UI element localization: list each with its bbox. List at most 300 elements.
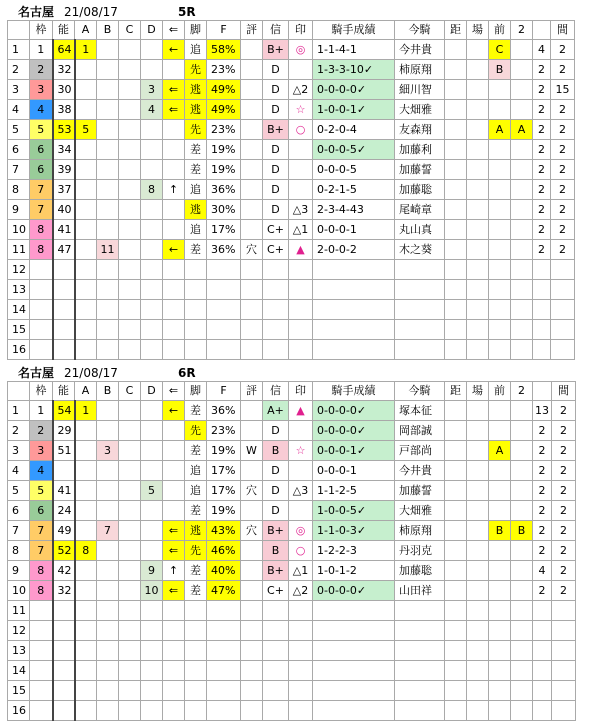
column-header (8, 382, 30, 401)
blank-cell (141, 280, 163, 300)
ability-cell: 29 (53, 421, 75, 441)
arrow-cell (163, 421, 185, 441)
blank-cell (511, 661, 533, 681)
interval-cell: 2 (552, 541, 576, 561)
blank-cell (289, 280, 313, 300)
column-header (8, 21, 30, 40)
blank-cell (511, 601, 533, 621)
blank-cell (119, 641, 141, 661)
blank-cell (163, 320, 185, 340)
rating-cell (241, 501, 263, 521)
blank-cell (97, 701, 119, 721)
previous-cell: B (489, 60, 511, 80)
mark-cell: △3 (289, 200, 313, 220)
blank-cell (467, 280, 489, 300)
interval-cell: 2 (552, 441, 576, 461)
f-percent: 40% (207, 561, 241, 581)
blank-cell (119, 701, 141, 721)
column-header (533, 21, 551, 40)
blank-cell (467, 320, 489, 340)
blank-cell (552, 641, 576, 661)
table-row[interactable] (8, 541, 576, 561)
col-c (119, 501, 141, 521)
table-row[interactable] (8, 581, 576, 601)
mark-cell: ▲ (289, 401, 313, 421)
table-row[interactable] (8, 180, 575, 200)
blank-cell (263, 681, 289, 701)
col-c (119, 220, 141, 240)
horse-number: 2 (8, 60, 30, 80)
waku-cell: 8 (30, 220, 53, 240)
empty-row (8, 280, 575, 300)
blank-cell (289, 340, 313, 360)
column-header: 場 (467, 382, 489, 401)
rating-cell (241, 80, 263, 100)
column-header: 今騎 (395, 382, 445, 401)
f-percent: 58% (207, 40, 241, 60)
ability-cell (53, 601, 75, 621)
col-d: 10 (141, 581, 163, 601)
col-d (141, 140, 163, 160)
column-header: F (207, 382, 241, 401)
column-header: C (119, 382, 141, 401)
col-a (75, 100, 97, 120)
col-b (97, 501, 119, 521)
blank-cell (445, 661, 467, 681)
table-row[interactable] (8, 100, 575, 120)
rating-cell: W (241, 441, 263, 461)
venue-cell (467, 200, 489, 220)
blank-cell (289, 621, 313, 641)
col-d: 9 (141, 561, 163, 581)
horse-number: 10 (8, 220, 30, 240)
mark-cell (289, 421, 313, 441)
confidence-cell: C+ (263, 220, 289, 240)
table-row[interactable] (8, 60, 575, 80)
venue-cell (467, 80, 489, 100)
arrow-cell (163, 140, 185, 160)
distance-cell (445, 481, 467, 501)
running-style: 追 (185, 481, 207, 501)
arrow-cell (163, 200, 185, 220)
ability-cell: 54 (53, 401, 75, 421)
blank-cell (207, 661, 241, 681)
rating-cell (241, 461, 263, 481)
blank-cell (533, 300, 551, 320)
blank-cell (141, 661, 163, 681)
column-header: 印 (289, 21, 313, 40)
blank-cell (313, 260, 395, 280)
extra-cell: 2 (533, 220, 551, 240)
rating-cell (241, 60, 263, 80)
blank-cell (289, 260, 313, 280)
mark-cell (289, 501, 313, 521)
col-d: 8 (141, 180, 163, 200)
blank-cell (141, 601, 163, 621)
blank-cell (185, 701, 207, 721)
race-number: 6R (178, 366, 196, 380)
blank-cell (185, 621, 207, 641)
blank-cell (75, 320, 97, 340)
blank-cell (263, 601, 289, 621)
confidence-cell: D (263, 140, 289, 160)
blank-cell (489, 681, 511, 701)
blank-cell (289, 320, 313, 340)
empty-row (8, 260, 575, 280)
column-header: 枠 (30, 21, 53, 40)
venue-cell (467, 561, 489, 581)
col-d (141, 200, 163, 220)
blank-cell (313, 681, 395, 701)
venue-cell (467, 120, 489, 140)
interval-cell: 2 (551, 200, 575, 220)
waku-cell: 4 (30, 461, 53, 481)
column-header: 脚 (185, 21, 207, 40)
previous-cell: A (489, 441, 511, 461)
table-row[interactable] (8, 200, 575, 220)
rating-cell (241, 561, 263, 581)
blank-cell (263, 621, 289, 641)
col-a: 5 (75, 120, 97, 140)
confidence-cell: B (263, 541, 289, 561)
empty-row (8, 300, 575, 320)
ability-cell: 34 (53, 140, 75, 160)
blank-cell (551, 340, 575, 360)
blank-cell (185, 260, 207, 280)
running-style: 逃 (185, 100, 207, 120)
horse-number: 4 (8, 461, 30, 481)
column-header: 騎手成績 (313, 21, 395, 40)
blank-cell (395, 701, 445, 721)
jockey-name: 細川智 (395, 80, 445, 100)
previous-cell (489, 461, 511, 481)
col-d: 5 (141, 481, 163, 501)
blank-cell (289, 601, 313, 621)
blank-cell (141, 621, 163, 641)
blank-cell (30, 260, 53, 280)
table-row[interactable] (8, 240, 575, 260)
table-row[interactable] (8, 481, 576, 501)
rating-cell (241, 421, 263, 441)
table-row[interactable] (8, 561, 576, 581)
venue-cell (467, 441, 489, 461)
distance-cell (445, 401, 467, 421)
blank-cell (207, 621, 241, 641)
blank-cell (467, 260, 489, 280)
jockey-record: 0-0-0-0✓ (313, 80, 395, 100)
ability-cell (53, 461, 75, 481)
arrow-cell: ⇐ (163, 581, 185, 601)
f-percent: 30% (207, 200, 241, 220)
extra-cell: 2 (533, 521, 552, 541)
confidence-cell: B+ (263, 120, 289, 140)
table-row[interactable] (8, 120, 575, 140)
col-b: 11 (97, 240, 119, 260)
table-row[interactable] (8, 401, 576, 421)
waku-cell: 7 (30, 541, 53, 561)
blank-cell (30, 280, 53, 300)
horse-number: 16 (8, 701, 30, 721)
running-style: 先 (185, 60, 207, 80)
venue-cell (467, 180, 489, 200)
distance-cell (445, 120, 467, 140)
f-percent: 23% (207, 120, 241, 140)
jockey-name: 今井貴 (395, 461, 445, 481)
jockey-record: 1-0-0-5✓ (313, 501, 395, 521)
col-a (75, 220, 97, 240)
jockey-record: 0-0-0-5 (313, 160, 395, 180)
running-style: 差 (185, 401, 207, 421)
horse-number: 5 (8, 120, 30, 140)
previous-cell: A (489, 120, 511, 140)
blank-cell (533, 621, 552, 641)
table-row[interactable] (8, 421, 576, 441)
col-c (119, 80, 141, 100)
table-row[interactable] (8, 461, 576, 481)
table-row[interactable] (8, 40, 575, 60)
blank-cell (489, 601, 511, 621)
table-row[interactable] (8, 441, 576, 461)
jockey-name: 加藤誓 (395, 160, 445, 180)
column-header: ⇐ (163, 382, 185, 401)
horse-number: 3 (8, 80, 30, 100)
waku-cell: 7 (30, 521, 53, 541)
blank-cell (207, 601, 241, 621)
col-c (119, 160, 141, 180)
blank-cell (395, 621, 445, 641)
blank-cell (97, 621, 119, 641)
previous-cell (489, 100, 511, 120)
rating-cell (241, 120, 263, 140)
blank-cell (241, 701, 263, 721)
f-percent: 46% (207, 541, 241, 561)
mark-cell: △1 (289, 561, 313, 581)
column-header: 印 (289, 382, 313, 401)
previous-cell (489, 200, 511, 220)
blank-cell (313, 300, 395, 320)
venue-cell (467, 401, 489, 421)
blank-cell (533, 661, 552, 681)
ability-cell (53, 260, 75, 280)
confidence-cell: D (263, 200, 289, 220)
confidence-cell: D (263, 180, 289, 200)
confidence-cell: B+ (263, 40, 289, 60)
table-row[interactable] (8, 521, 576, 541)
jockey-name: 山田祥 (395, 581, 445, 601)
blank-cell (445, 621, 467, 641)
table-row[interactable] (8, 140, 575, 160)
blank-cell (75, 300, 97, 320)
blank-cell (141, 300, 163, 320)
rating-cell (241, 220, 263, 240)
ability-cell (53, 621, 75, 641)
blank-cell (207, 320, 241, 340)
waku-cell: 6 (30, 501, 53, 521)
blank-cell (75, 260, 97, 280)
rating-cell: 穴 (241, 240, 263, 260)
blank-cell (533, 340, 551, 360)
arrow-cell (163, 461, 185, 481)
previous-cell (489, 501, 511, 521)
ability-cell (53, 320, 75, 340)
blank-cell (263, 320, 289, 340)
running-style: 逃 (185, 200, 207, 220)
interval-cell: 2 (551, 120, 575, 140)
blank-cell (97, 641, 119, 661)
col-c (119, 40, 141, 60)
running-style: 逃 (185, 521, 207, 541)
mark-cell (289, 140, 313, 160)
interval-cell: 2 (551, 140, 575, 160)
venue-cell (467, 581, 489, 601)
second-cell (511, 481, 533, 501)
distance-cell (445, 140, 467, 160)
ability-cell: 32 (53, 60, 75, 80)
venue-cell (467, 60, 489, 80)
blank-cell (207, 681, 241, 701)
blank-cell (75, 701, 97, 721)
distance-cell (445, 200, 467, 220)
running-style: 差 (185, 240, 207, 260)
horse-number: 8 (8, 541, 30, 561)
blank-cell (313, 701, 395, 721)
jockey-name: 柿原翔 (395, 521, 445, 541)
blank-cell (395, 641, 445, 661)
blank-cell (141, 641, 163, 661)
blank-cell (207, 260, 241, 280)
horse-number: 15 (8, 681, 30, 701)
ability-cell: 41 (53, 481, 75, 501)
distance-cell (445, 461, 467, 481)
distance-cell (445, 100, 467, 120)
blank-cell (163, 701, 185, 721)
waku-cell: 2 (30, 60, 53, 80)
blank-cell (163, 641, 185, 661)
blank-cell (489, 260, 511, 280)
blank-cell (511, 641, 533, 661)
interval-cell: 2 (552, 561, 576, 581)
table-row[interactable] (8, 80, 575, 100)
column-header: 間 (551, 21, 575, 40)
ability-cell: 30 (53, 80, 75, 100)
rating-cell (241, 581, 263, 601)
horse-number: 1 (8, 401, 30, 421)
second-cell (511, 220, 533, 240)
second-cell (511, 441, 533, 461)
col-b (97, 160, 119, 180)
horse-number: 6 (8, 501, 30, 521)
blank-cell (445, 701, 467, 721)
distance-cell (445, 160, 467, 180)
blank-cell (551, 280, 575, 300)
blank-cell (552, 701, 576, 721)
running-style: 差 (185, 140, 207, 160)
race-title (18, 363, 196, 383)
ability-cell (53, 681, 75, 701)
previous-cell (489, 160, 511, 180)
jockey-record: 0-0-0-0✓ (313, 581, 395, 601)
distance-cell (445, 581, 467, 601)
col-c (119, 561, 141, 581)
col-c (119, 180, 141, 200)
running-style: 先 (185, 421, 207, 441)
distance-cell (445, 441, 467, 461)
blank-cell (552, 681, 576, 701)
horse-number: 13 (8, 280, 30, 300)
col-a (75, 421, 97, 441)
blank-cell (141, 681, 163, 701)
running-style: 追 (185, 220, 207, 240)
rating-cell (241, 200, 263, 220)
col-b (97, 481, 119, 501)
previous-cell (489, 541, 511, 561)
table-row[interactable] (8, 160, 575, 180)
extra-cell: 2 (533, 120, 551, 140)
blank-cell (533, 701, 552, 721)
blank-cell (75, 340, 97, 360)
blank-cell (185, 300, 207, 320)
blank-cell (467, 601, 489, 621)
empty-row (8, 681, 576, 701)
ability-cell: 41 (53, 220, 75, 240)
second-cell (511, 200, 533, 220)
second-cell (511, 140, 533, 160)
blank-cell (533, 280, 551, 300)
jockey-record: 1-1-4-1 (313, 40, 395, 60)
col-a (75, 80, 97, 100)
ability-cell: 24 (53, 501, 75, 521)
blank-cell (467, 701, 489, 721)
extra-cell: 13 (533, 401, 552, 421)
blank-cell (30, 300, 53, 320)
interval-cell: 2 (551, 160, 575, 180)
second-cell (511, 180, 533, 200)
distance-cell (445, 80, 467, 100)
rating-cell: 穴 (241, 521, 263, 541)
blank-cell (75, 681, 97, 701)
extra-cell: 2 (533, 581, 552, 601)
blank-cell (75, 661, 97, 681)
table-row[interactable] (8, 220, 575, 240)
confidence-cell: D (263, 461, 289, 481)
waku-cell: 8 (30, 240, 53, 260)
ability-cell (53, 701, 75, 721)
blank-cell (75, 280, 97, 300)
horse-number: 9 (8, 200, 30, 220)
extra-cell: 2 (533, 441, 552, 461)
col-b (97, 100, 119, 120)
table-row[interactable] (8, 501, 576, 521)
blank-cell (395, 340, 445, 360)
col-a (75, 140, 97, 160)
waku-cell: 4 (30, 100, 53, 120)
arrow-cell: ⇐ (163, 80, 185, 100)
jockey-name: 加藤誓 (395, 481, 445, 501)
previous-cell (489, 481, 511, 501)
horse-number: 10 (8, 581, 30, 601)
column-header: B (97, 21, 119, 40)
venue-cell (467, 521, 489, 541)
column-header: 2 (511, 21, 533, 40)
previous-cell (489, 561, 511, 581)
f-percent: 17% (207, 220, 241, 240)
blank-cell (533, 641, 552, 661)
running-style: 先 (185, 541, 207, 561)
confidence-cell: A+ (263, 401, 289, 421)
column-header: 2 (511, 382, 533, 401)
blank-cell (467, 621, 489, 641)
ability-cell: 37 (53, 180, 75, 200)
